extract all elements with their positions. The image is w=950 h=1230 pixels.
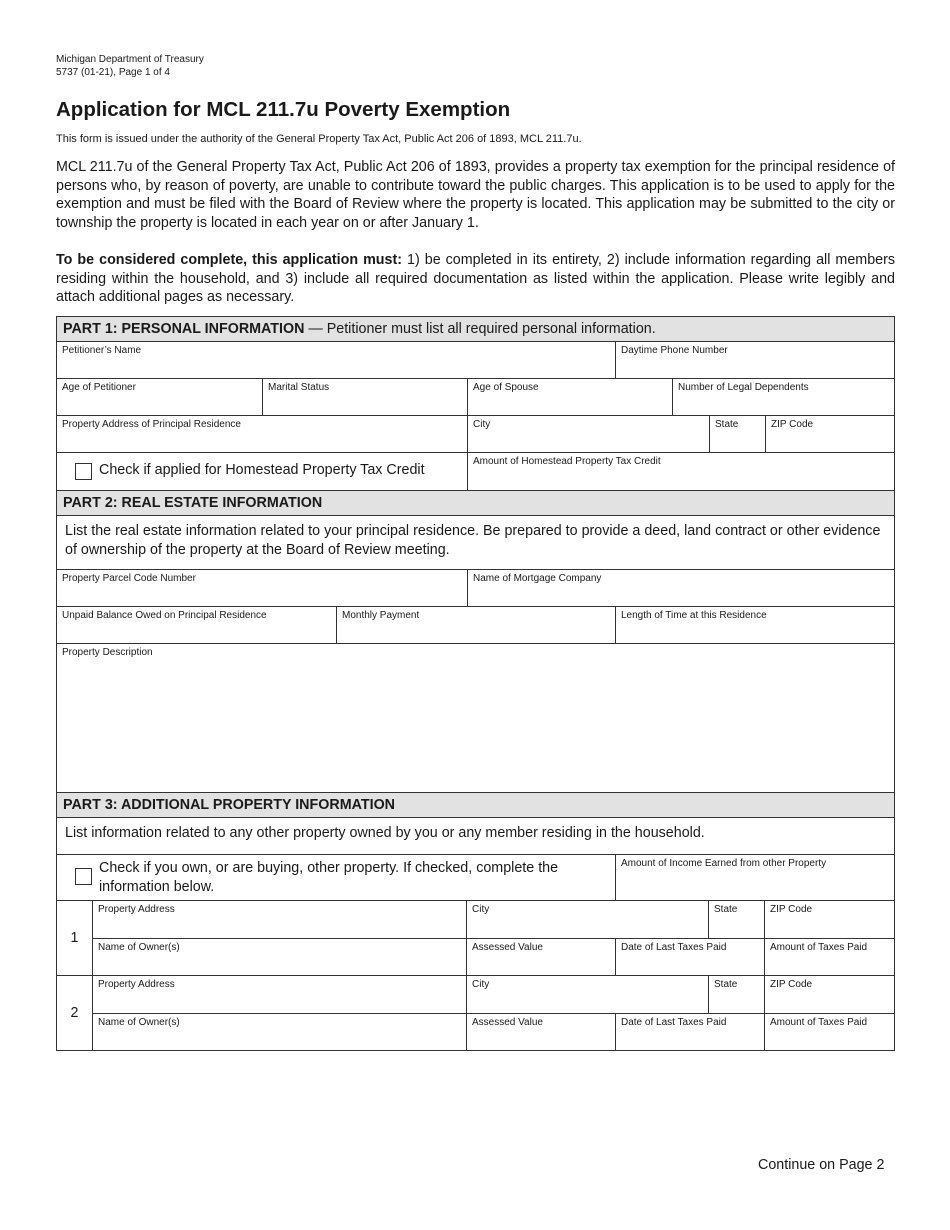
unpaid-balance-field[interactable] bbox=[57, 607, 336, 643]
part1-row-name bbox=[57, 341, 894, 378]
entry-2-city-label: City bbox=[472, 979, 490, 990]
property-address-label: Property Address of Principal Residence bbox=[62, 419, 241, 430]
entry-1-property-address-field[interactable] bbox=[93, 901, 466, 938]
mortgage-company-label: Name of Mortgage Company bbox=[473, 573, 602, 584]
entry-2-owner-name-label: Name of Owner(s) bbox=[98, 1017, 180, 1028]
entry-1-row-address bbox=[93, 901, 894, 938]
petitioner-name-field[interactable] bbox=[57, 342, 615, 378]
other-property-check-label: Check if you own, or are buying, other property. If checked, complete the information below. bbox=[99, 860, 559, 895]
mortgage-company-field[interactable] bbox=[467, 570, 894, 606]
entry-number: 1 bbox=[57, 901, 93, 975]
entry-2-row-address bbox=[93, 976, 894, 1013]
entry-1-property-address-label: Property Address bbox=[98, 904, 175, 915]
part1-subtitle: — Petitioner must list all required personal information. bbox=[304, 321, 656, 337]
age-petitioner-label: Age of Petitioner bbox=[62, 382, 136, 393]
entry-2-zip-field[interactable] bbox=[764, 976, 894, 1013]
other-property-checkbox[interactable] bbox=[75, 868, 92, 885]
age-petitioner-field[interactable] bbox=[57, 379, 262, 415]
entry-2-assessed-value-label: Assessed Value bbox=[472, 1017, 543, 1028]
entry-1-owner-name-field[interactable] bbox=[93, 939, 466, 975]
homestead-checkbox[interactable] bbox=[75, 463, 92, 480]
zip-field[interactable] bbox=[765, 416, 894, 452]
part2-row-balance bbox=[57, 606, 894, 643]
entry-1-amount-taxes-field[interactable] bbox=[764, 939, 894, 975]
part3-heading bbox=[57, 793, 894, 817]
homestead-amount-label: Amount of Homestead Property Tax Credit bbox=[473, 456, 661, 467]
entry-2-date-last-taxes-label: Date of Last Taxes Paid bbox=[621, 1017, 727, 1028]
page-title: Application for MCL 211.7u Poverty Exemption bbox=[56, 98, 511, 121]
continue-note: Continue on Page 2 bbox=[758, 1157, 885, 1173]
property-entry-1 bbox=[57, 900, 894, 975]
city-label: City bbox=[473, 419, 491, 430]
part2-description-row bbox=[57, 515, 894, 569]
entry-1-owner-name-label: Name of Owner(s) bbox=[98, 942, 180, 953]
entry-2-date-last-taxes-field[interactable] bbox=[615, 1014, 764, 1050]
petitioner-name-label: Petitioner’s Name bbox=[62, 345, 142, 356]
part3-description-row bbox=[57, 817, 894, 854]
daytime-phone-field[interactable] bbox=[615, 342, 894, 378]
property-address-field[interactable] bbox=[57, 416, 467, 452]
entry-1-zip-label: ZIP Code bbox=[770, 904, 813, 915]
completeness-paragraph bbox=[56, 251, 895, 307]
entry-2-zip-label: ZIP Code bbox=[770, 979, 813, 990]
parcel-code-label: Property Parcel Code Number bbox=[62, 573, 196, 584]
part2-heading bbox=[57, 491, 894, 515]
entry-1-zip-field[interactable] bbox=[764, 901, 894, 938]
entry-1-assessed-value-label: Assessed Value bbox=[472, 942, 543, 953]
length-of-time-field[interactable] bbox=[615, 607, 894, 643]
part3-title: PART 3: ADDITIONAL PROPERTY INFORMATION bbox=[63, 797, 396, 813]
part2-row-parcel bbox=[57, 569, 894, 606]
department-name: Michigan Department of Treasury bbox=[56, 54, 204, 65]
entry-1-row-owner bbox=[93, 938, 894, 975]
homestead-check-label: Check if applied for Homestead Property Tax Credit bbox=[99, 462, 425, 478]
property-description-label: Property Description bbox=[62, 647, 153, 658]
length-of-time-label: Length of Time at this Residence bbox=[621, 610, 767, 621]
entry-number: 2 bbox=[57, 976, 93, 1050]
part3-header-row bbox=[57, 792, 894, 817]
entry-2-amount-taxes-field[interactable] bbox=[764, 1014, 894, 1050]
daytime-phone-label: Daytime Phone Number bbox=[621, 345, 728, 356]
part2-title: PART 2: REAL ESTATE INFORMATION bbox=[63, 495, 323, 511]
property-description-field[interactable] bbox=[57, 644, 894, 792]
part3-description: List information related to any other property owned by you or any member residing in the household. bbox=[65, 825, 705, 841]
entry-1-amount-taxes-label: Amount of Taxes Paid bbox=[770, 942, 868, 953]
entry-1-date-last-taxes-field[interactable] bbox=[615, 939, 764, 975]
entry-2-property-address-field[interactable] bbox=[93, 976, 466, 1013]
authority-statement: This form is issued under the authority of the General Property Tax Act, Public Act 206 of 1893, MCL 211.7u. bbox=[56, 133, 582, 145]
part1-title: PART 1: PERSONAL INFORMATION bbox=[63, 321, 305, 337]
income-other-property-field[interactable] bbox=[615, 855, 894, 900]
zip-label: ZIP Code bbox=[771, 419, 814, 430]
city-field[interactable] bbox=[467, 416, 709, 452]
state-field[interactable] bbox=[709, 416, 765, 452]
part2-description: List the real estate information related to your principal residence. Be prepared to provide a deed, land contract or other evidence of ownership of the property at the Board of Review meeting. bbox=[65, 523, 881, 558]
marital-status-field[interactable] bbox=[262, 379, 467, 415]
completeness-lead: To be considered complete, this application must: bbox=[56, 252, 402, 268]
entry-1-fields bbox=[93, 901, 894, 975]
income-other-property-label: Amount of Income Earned from other Property bbox=[621, 858, 827, 869]
entry-1-city-label: City bbox=[472, 904, 490, 915]
entry-2-row-owner bbox=[93, 1013, 894, 1050]
marital-status-label: Marital Status bbox=[268, 382, 330, 393]
other-property-check-cell bbox=[57, 855, 615, 900]
entry-1-assessed-value-field[interactable] bbox=[466, 939, 615, 975]
form-header bbox=[56, 53, 204, 79]
entry-2-owner-name-field[interactable] bbox=[93, 1014, 466, 1050]
part2-row-description bbox=[57, 643, 894, 792]
entry-1-city-field[interactable] bbox=[466, 901, 708, 938]
intro-paragraph: MCL 211.7u of the General Property Tax Act, Public Act 206 of 1893, provides a property tax exemption for the principal residence of persons who, by reason of poverty, are unable to contribute toward the public charges. This application is to be used to apply for the exemption and must be filed with the Board of Review where the property is located. This application may be submitted to the city or township the property is located in each year on or after January 1. bbox=[56, 159, 895, 231]
entry-1-state-field[interactable] bbox=[708, 901, 764, 938]
part1-header-row bbox=[57, 317, 894, 341]
form-id: 5737 (01-21), Page 1 of 4 bbox=[56, 67, 170, 78]
homestead-check-cell bbox=[57, 453, 467, 490]
entry-2-state-label: State bbox=[714, 979, 738, 990]
entry-2-city-field[interactable] bbox=[466, 976, 708, 1013]
part1-row-ages bbox=[57, 378, 894, 415]
application-form bbox=[56, 316, 895, 1051]
entry-2-state-field[interactable] bbox=[708, 976, 764, 1013]
entry-1-state-label: State bbox=[714, 904, 738, 915]
entry-2-amount-taxes-label: Amount of Taxes Paid bbox=[770, 1017, 868, 1028]
part1-heading bbox=[57, 317, 894, 341]
entry-2-fields bbox=[93, 976, 894, 1050]
part3-row-check bbox=[57, 854, 894, 900]
age-spouse-field[interactable] bbox=[467, 379, 672, 415]
part1-row-homestead bbox=[57, 452, 894, 490]
part2-header-row bbox=[57, 490, 894, 515]
legal-dependents-label: Number of Legal Dependents bbox=[678, 382, 809, 393]
homestead-amount-field[interactable] bbox=[467, 453, 894, 490]
entry-1-date-last-taxes-label: Date of Last Taxes Paid bbox=[621, 942, 727, 953]
property-entry-2 bbox=[57, 975, 894, 1050]
state-label: State bbox=[715, 419, 739, 430]
completeness-text: 1) be completed in its entirety, 2) include information regarding all members residing within the household, and 3) include all required documentation as listed within the application. Please write legibly and attach additional pages as necessary. bbox=[56, 252, 896, 306]
age-spouse-label: Age of Spouse bbox=[473, 382, 539, 393]
entry-2-property-address-label: Property Address bbox=[98, 979, 175, 990]
parcel-code-field[interactable] bbox=[57, 570, 467, 606]
monthly-payment-field[interactable] bbox=[336, 607, 615, 643]
unpaid-balance-label: Unpaid Balance Owed on Principal Residence bbox=[62, 610, 267, 621]
legal-dependents-field[interactable] bbox=[672, 379, 894, 415]
monthly-payment-label: Monthly Payment bbox=[342, 610, 420, 621]
entry-2-assessed-value-field[interactable] bbox=[466, 1014, 615, 1050]
part1-row-address bbox=[57, 415, 894, 452]
